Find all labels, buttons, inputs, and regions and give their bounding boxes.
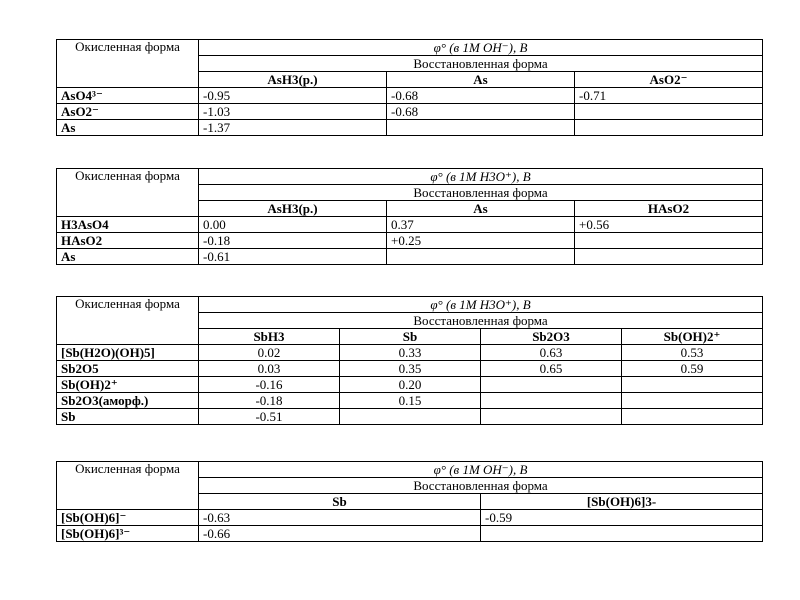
column-header: Sb2O3 [481, 329, 622, 345]
table-cell [387, 249, 575, 265]
table-row [57, 88, 763, 104]
table-cell: -0.68 [387, 88, 575, 104]
table-title: φ° (в 1М H3O⁺), В [199, 169, 763, 185]
row-label: As [57, 120, 199, 136]
table-cell: 0.59 [622, 361, 763, 377]
table-cell: -0.71 [575, 88, 763, 104]
table-title: φ° (в 1М H3O⁺), В [199, 297, 763, 313]
table-row [57, 120, 763, 136]
table-cell [575, 120, 763, 136]
potential-table-antimony-acidic [56, 296, 763, 425]
table-cell [575, 104, 763, 120]
table-cell: 0.63 [481, 345, 622, 361]
row-label: Sb(OH)2⁺ [57, 377, 199, 393]
table-cell: -0.16 [199, 377, 340, 393]
row-label: AsO4³⁻ [57, 88, 199, 104]
table-cell: 0.65 [481, 361, 622, 377]
table-cell [622, 377, 763, 393]
table-row [57, 377, 763, 393]
table-cell: -1.37 [199, 120, 387, 136]
reduced-form-header: Восстановленная форма [199, 56, 763, 72]
table-cell: -0.63 [199, 510, 481, 526]
column-header: As [387, 201, 575, 217]
reduced-form-header: Восстановленная форма [199, 478, 763, 494]
column-header: AsO2⁻ [575, 72, 763, 88]
row-label: As [57, 249, 199, 265]
oxidized-form-header: Окисленная форма [57, 169, 199, 217]
column-header: Sb [340, 329, 481, 345]
table-cell [622, 409, 763, 425]
table-cell [340, 409, 481, 425]
table-cell: 0.53 [622, 345, 763, 361]
table-row [57, 510, 763, 526]
column-header: AsH3(р.) [199, 201, 387, 217]
table-cell [481, 393, 622, 409]
table-row [57, 104, 763, 120]
column-header: Sb(OH)2⁺ [622, 329, 763, 345]
table-cell [481, 377, 622, 393]
row-label: Sb2O3(аморф.) [57, 393, 199, 409]
table-cell: -0.66 [199, 526, 481, 542]
table-cell [481, 409, 622, 425]
table-row [57, 361, 763, 377]
table-cell [622, 393, 763, 409]
row-label: HAsO2 [57, 233, 199, 249]
potential-table-antimony-basic [56, 461, 763, 542]
table-row [57, 233, 763, 249]
reduced-form-header: Восстановленная форма [199, 185, 763, 201]
column-header: AsH3(р.) [199, 72, 387, 88]
row-label: Sb2O5 [57, 361, 199, 377]
table-cell: -1.03 [199, 104, 387, 120]
column-header: [Sb(OH)6]3- [481, 494, 763, 510]
table-row [57, 345, 763, 361]
row-label: H3AsO4 [57, 217, 199, 233]
table-cell: +0.56 [575, 217, 763, 233]
table-cell: 0.03 [199, 361, 340, 377]
table-row [57, 409, 763, 425]
table-row [57, 249, 763, 265]
column-header: HAsO2 [575, 201, 763, 217]
row-label: AsO2⁻ [57, 104, 199, 120]
table-cell: 0.33 [340, 345, 481, 361]
table-cell: -0.61 [199, 249, 387, 265]
table-cell: 0.20 [340, 377, 481, 393]
potential-table-arsenic-basic [56, 39, 763, 136]
reduced-form-header: Восстановленная форма [199, 313, 763, 329]
table-cell: +0.25 [387, 233, 575, 249]
table-cell: 0.15 [340, 393, 481, 409]
column-header: As [387, 72, 575, 88]
table-cell: -0.18 [199, 393, 340, 409]
table-cell [481, 526, 763, 542]
table-cell [575, 233, 763, 249]
table-cell [575, 249, 763, 265]
table-cell: 0.37 [387, 217, 575, 233]
table-cell: -0.95 [199, 88, 387, 104]
row-label: [Sb(OH)6]⁻ [57, 510, 199, 526]
table-cell: 0.00 [199, 217, 387, 233]
table-title: φ° (в 1М OH⁻), В [199, 462, 763, 478]
row-label: Sb [57, 409, 199, 425]
row-label: [Sb(OH)6]³⁻ [57, 526, 199, 542]
row-label: [Sb(H2O)(OH)5] [57, 345, 199, 361]
oxidized-form-header: Окисленная форма [57, 40, 199, 88]
table-row [57, 217, 763, 233]
oxidized-form-header: Окисленная форма [57, 462, 199, 510]
table-cell: 0.35 [340, 361, 481, 377]
table-cell: -0.59 [481, 510, 763, 526]
table-cell: 0.02 [199, 345, 340, 361]
table-cell [387, 120, 575, 136]
table-cell: -0.68 [387, 104, 575, 120]
oxidized-form-header: Окисленная форма [57, 297, 199, 345]
potential-table-arsenic-acidic [56, 168, 763, 265]
column-header: SbH3 [199, 329, 340, 345]
table-row [57, 526, 763, 542]
table-row [57, 393, 763, 409]
table-title: φ° (в 1М OH⁻), В [199, 40, 763, 56]
table-cell: -0.18 [199, 233, 387, 249]
table-cell: -0.51 [199, 409, 340, 425]
column-header: Sb [199, 494, 481, 510]
